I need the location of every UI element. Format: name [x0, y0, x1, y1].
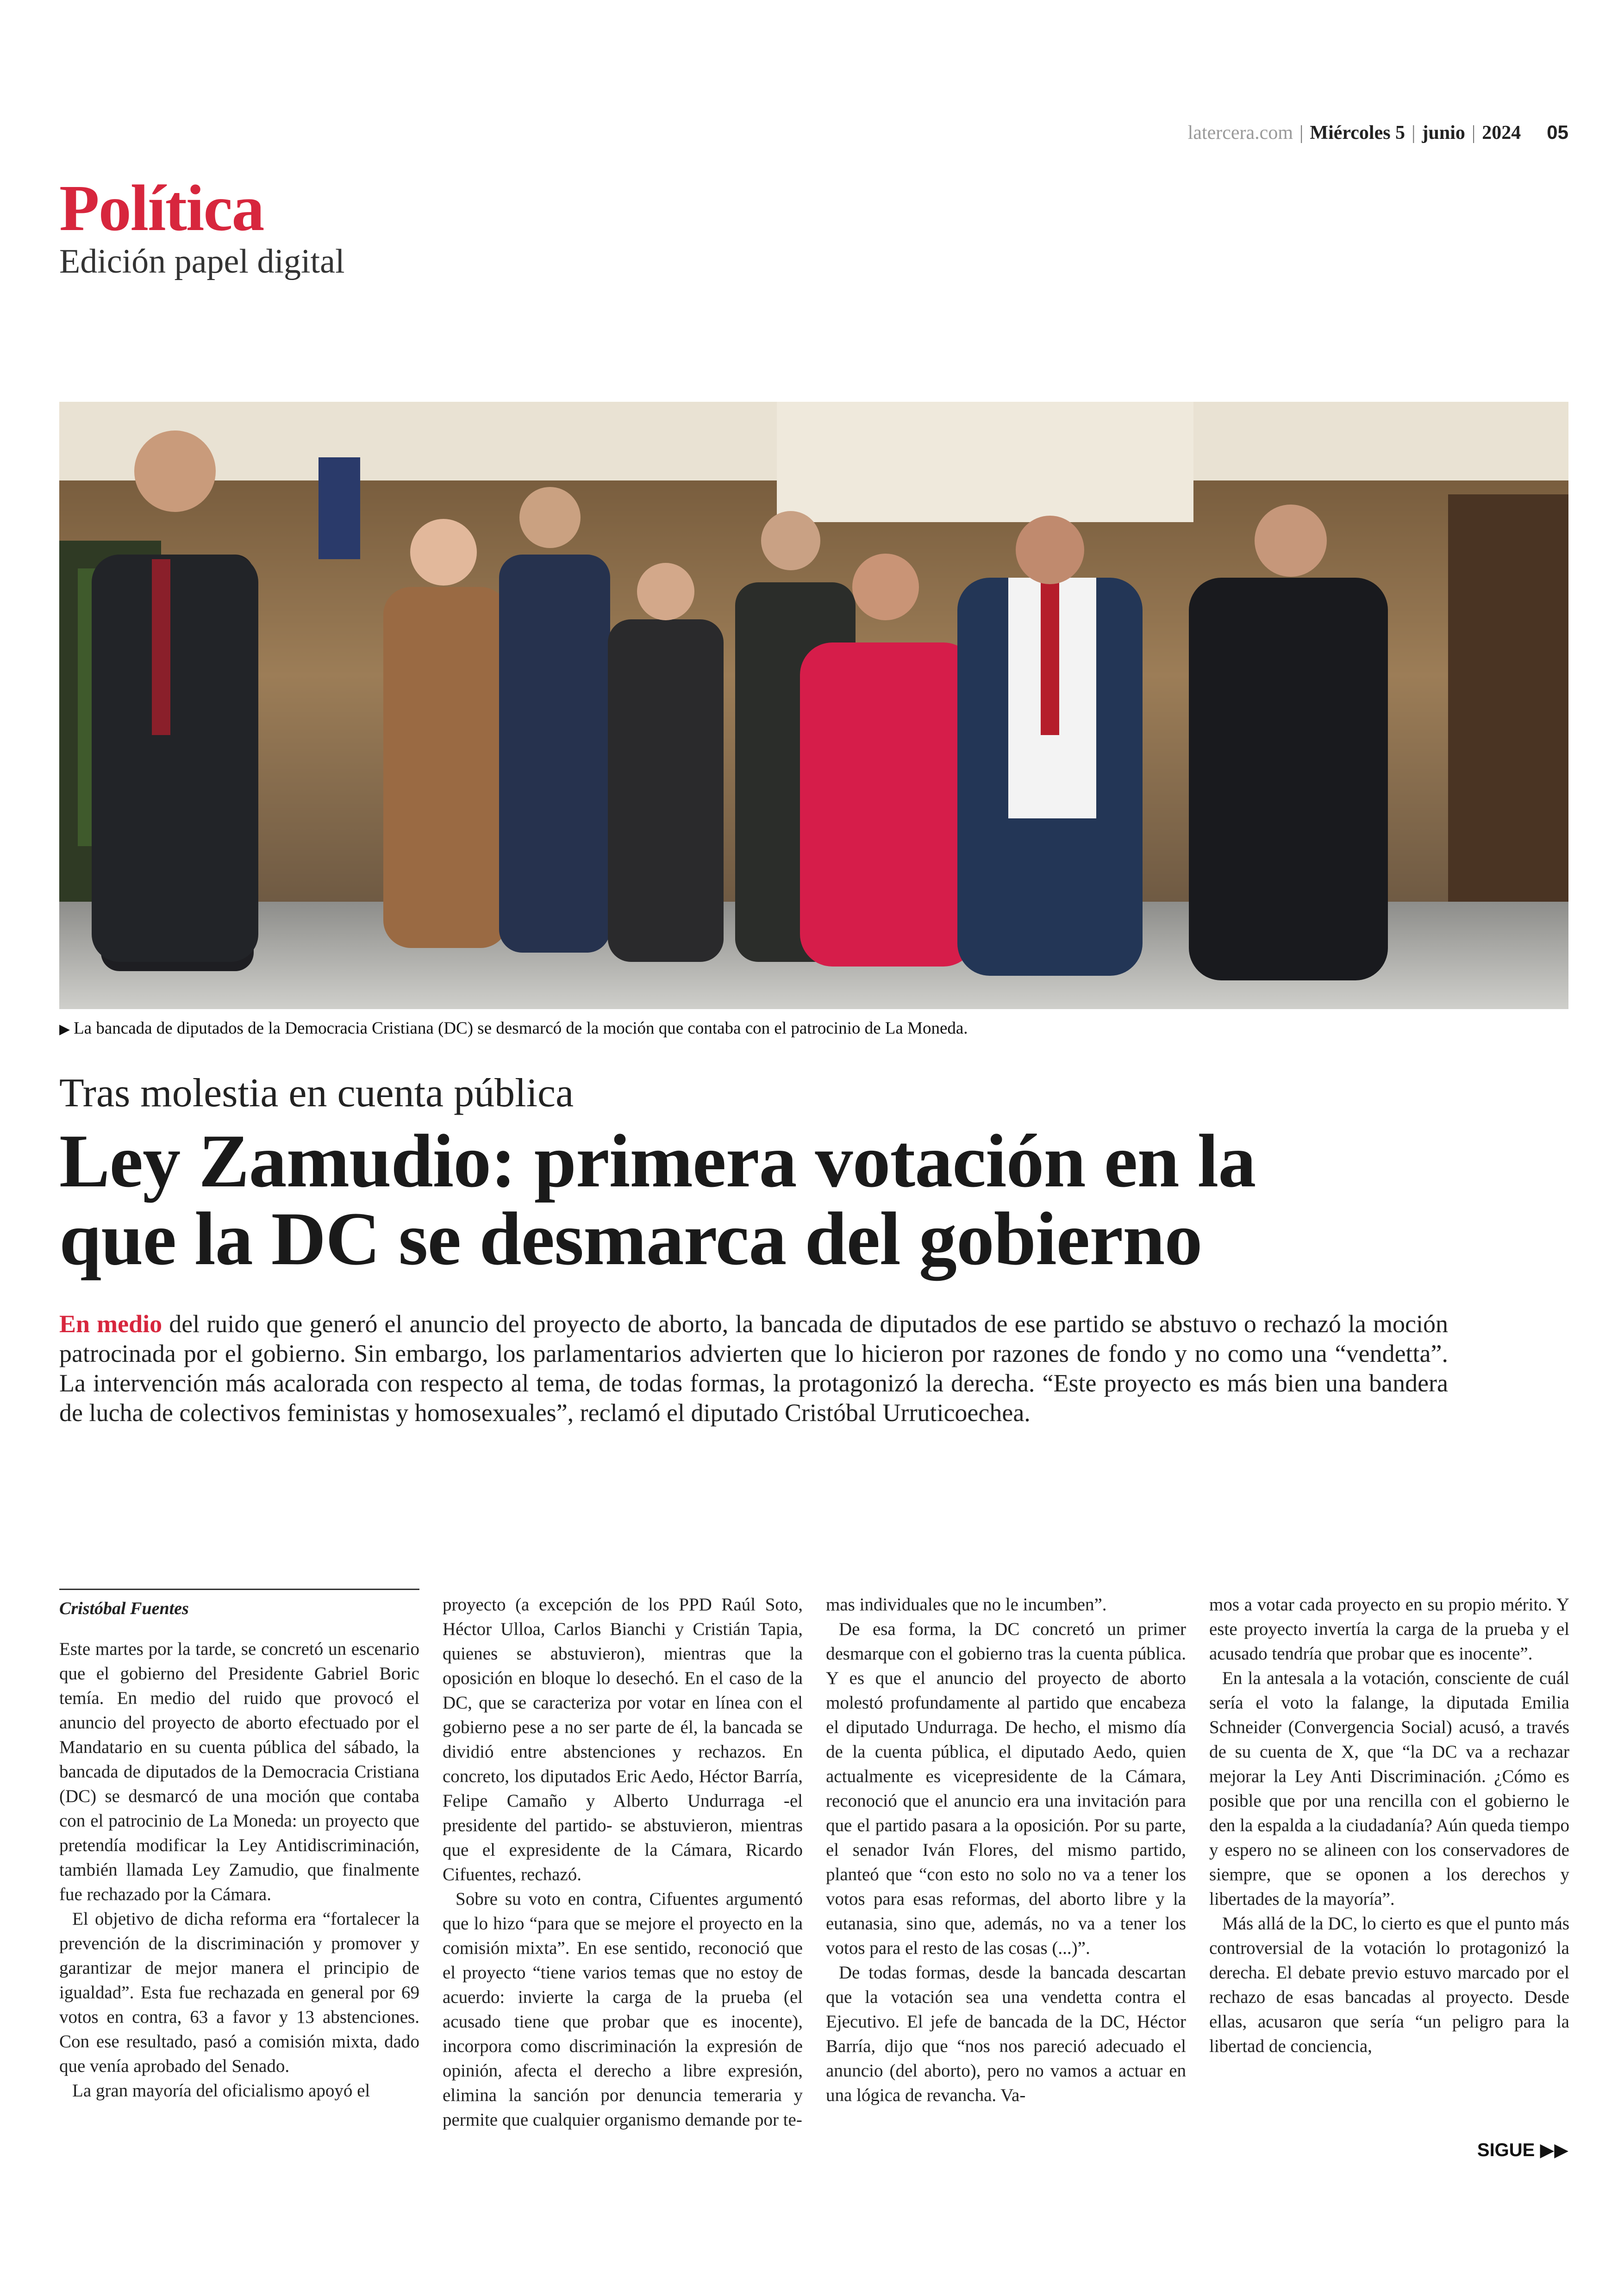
lede-lead-in: En medio	[59, 1310, 162, 1338]
paragraph: proyecto (a excepción de los PPD Raúl Soto, Héctor Ulloa, Carlos Bianchi y Cristián Tapia, quienes se abstuvieron), mientras que la oposición en bloque lo desechó. En el caso de la DC, que se caracteriza por votar en línea con el gobierno pese a no ser parte de él, la bancada se dividió entre abstenciones y rechazos. En concreto, los diputados Eric Aedo, Héctor Barría, Felipe Camaño y Alberto Undurraga -el presidente del partido- se abstuvieron, mientras que el expresidente de la Cámara, Ricardo Cifuentes, rechazó.	[443, 1595, 803, 1884]
caption-text: La bancada de diputados de la Democracia Cristiana (DC) se desmarcó de la moción que contaba con el patrocinio de La Moneda.	[74, 1019, 968, 1038]
paragraph: Este martes por la tarde, se concretó un escenario que el gobierno del Presidente Gabriel Boric temía. En medio del ruido que provocó el anuncio del proyecto de aborto efectuado por el Mandatario en su cuenta pública del sábado, la bancada de diputados de la Democracia Cristiana (DC) se desmarcó de una moción que contaba con el patrocinio de La Moneda: un proyecto que pretendía modificar la Ley Antidiscriminación, también llamada Ley Zamudio, que finalmente fue rechazado por la Cámara.	[59, 1639, 419, 1904]
headline-line-1: Ley Zamudio: primera votación en la	[59, 1119, 1256, 1203]
paragraph: La gran mayoría del oficialismo apoyó el	[72, 2081, 370, 2101]
date-weekday: Miércoles 5	[1310, 122, 1405, 143]
date-month: junio	[1422, 122, 1465, 143]
article-lede	[59, 1309, 1448, 1428]
article-headline	[59, 1119, 1568, 1281]
lede-text: del ruido que generó el anuncio del proyecto de aborto, la bancada de diputados de ese partido se abstuvo o rechazó la moción patrocinada por el gobierno. Sin embargo, los parlamentarios advierten que lo hicieron por razones de fondo y no como una “vendetta”. La intervención más acalorada con respecto al tema, de todas formas, la protagonizó la derecha. “Este proyecto es más bien una bandera de lucha de colectivos feministas y homosexuales”, reclamó el diputado Cristóbal Urruticoechea.	[59, 1310, 1448, 1427]
article-column-2	[443, 1592, 803, 2132]
masthead: latercera.com | Miércoles 5 | junio | 2024 05	[1187, 121, 1568, 143]
paragraph: De todas formas, desde la bancada descartan que la votación sea una vendetta contra el Ejecutivo. El jefe de bancada de la DC, Héctor Barría, dijo que “nos nos pareció adecuado el anuncio (del aborto), pero no vamos a actuar en una lógica de revancha. Va-	[826, 1963, 1186, 2105]
article-column-3	[826, 1592, 1186, 2108]
caption-arrow-icon: ▶	[59, 1022, 70, 1037]
photo-caption	[59, 1018, 968, 1038]
date-year: 2024	[1482, 122, 1521, 143]
site-name[interactable]: latercera.com	[1187, 122, 1293, 143]
paragraph: mos a votar cada proyecto en su propio mérito. Y este proyecto invertía la carga de la prueba y el acusado tendría que probar que es inocente”.	[1209, 1595, 1569, 1664]
article-column-1	[59, 1589, 419, 2103]
section-title: Política	[59, 171, 264, 244]
paragraph: El objetivo de dicha reforma era “fortalecer la prevención de la discriminación y promover y garantizar de mejor manera el principio de igualdad”. Esta fue rechazada en general por 69 votos en contra, 63 a favor y 13 abstenciones. Con ese resultado, pasó a comisión mixta, dado que venía aprobado del Senado.	[59, 1909, 419, 2076]
page-number: 05	[1547, 121, 1568, 143]
photo-illustration	[59, 402, 1568, 1009]
article-kicker: Tras molestia en cuenta pública	[59, 1071, 574, 1116]
continue-label[interactable]: SIGUE ▶▶	[1477, 2140, 1568, 2160]
headline-line-2: que la DC se desmarca del gobierno	[59, 1197, 1202, 1281]
paragraph: Más allá de la DC, lo cierto es que el punto más controversial de la votación lo protagonizó la derecha. El debate previo estuvo marcado por el rechazo de esas bancadas al proyecto. Desde ellas, acusaron que sería “un peligro para la libertad de conciencia,	[1209, 1914, 1569, 2056]
edition-label: Edición papel digital	[59, 243, 345, 281]
group-photo	[59, 402, 1568, 1009]
paragraph: En la antesala a la votación, consciente de cuál sería el voto la falange, la diputada Emilia Schneider (Convergencia Social) acusó, a través de su cuenta de X, que “la DC va a rechazar mejorar la Ley Anti Discriminación. ¿Cómo es posible que por una rencilla con el gobierno le den la espalda a la ciudadanía? Aún queda tiempo y espero no se alineen con los conservadores de siempre, que se oponen a los derechos y libertades de la mayoría”.	[1209, 1668, 1569, 1909]
paragraph: Sobre su voto en contra, Cifuentes argumentó que lo hizo “para que se mejore el proyecto en la comisión mixta”. En ese sentido, reconoció que el proyecto “tiene varios temas que no estoy de acuerdo: invierte la carga de la prueba (el acusado tiene que probar que es inocente), incorpora como discriminación la expresión de opinión, afecta el derecho a libre expresión, elimina la sanción por denuncia temeraria y permite que cualquier organismo demande por te-	[443, 1889, 803, 2130]
article-column-4	[1209, 1592, 1569, 2058]
paragraph: De esa forma, la DC concretó un primer desmarque con el gobierno tras la cuenta pública. Y es que el anuncio del proyecto de aborto molestó profundamente al partido que encabeza el diputado Undurraga. De hecho, el mismo día de la cuenta pública, el diputado Aedo, quien actualmente es vicepresidente de la Cámara, reconoció que el anuncio era una invitación para que el partido pasara a la oposición. Por su parte, el senador Iván Flores, del mismo partido, planteó que “con esto no solo no va a tener los votos para esas reformas, del aborto libre y la eutanasia, sino que, además, no va a tener los votos para el resto de las cosas (...)”.	[826, 1619, 1186, 1958]
byline: Cristóbal Fuentes	[59, 1589, 419, 1621]
paragraph: mas individuales que no le incumben”.	[826, 1595, 1107, 1615]
